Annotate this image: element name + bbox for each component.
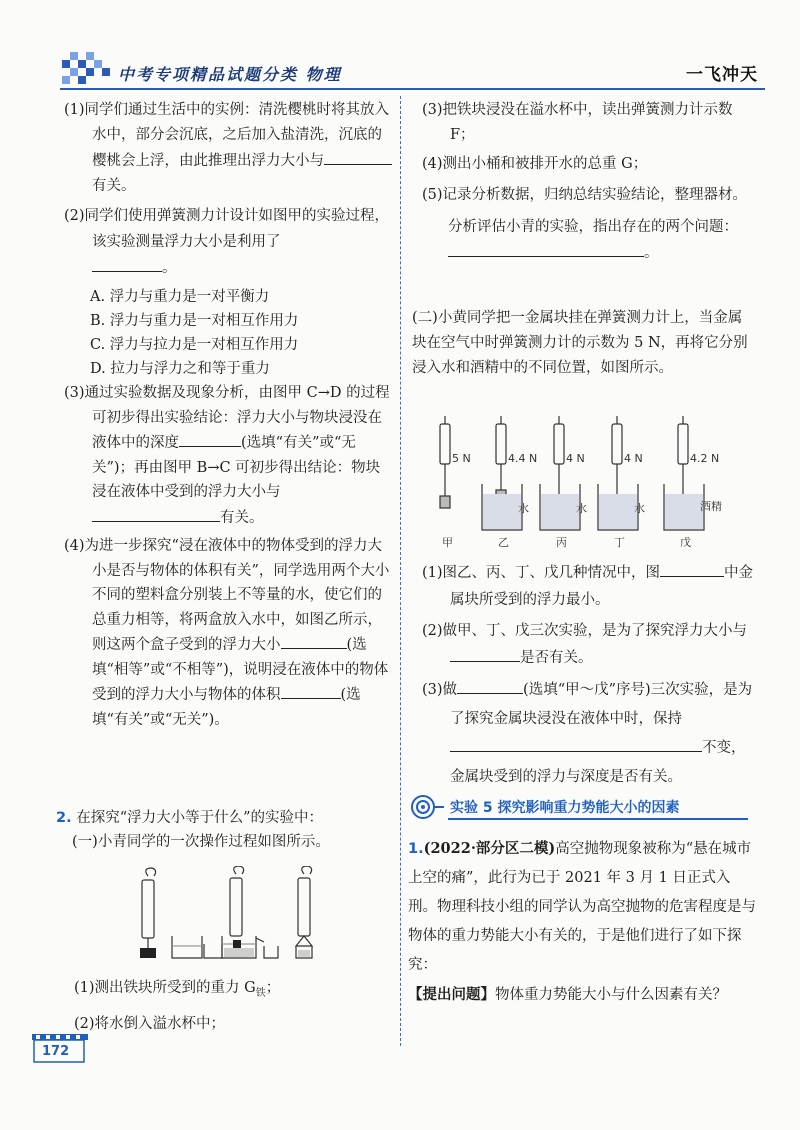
- section-underline: [448, 818, 748, 820]
- reading-label-2: 4 N: [566, 452, 585, 465]
- state-label-4: 戊: [680, 536, 691, 549]
- reading-label-4: 4.2 N: [690, 452, 720, 465]
- answer-blank[interactable]: [450, 645, 520, 662]
- answer-blank[interactable]: [324, 148, 392, 165]
- page-number: 172: [42, 1044, 70, 1059]
- procedure-figure: [120, 866, 350, 966]
- liquid-label-4: 酒精: [700, 500, 722, 513]
- step-2: (2)将水倒入溢水杯中；: [74, 1015, 226, 1032]
- buoyancy-figure: [432, 412, 742, 552]
- reading-label-0: 5 N: [452, 452, 471, 465]
- answer-blank[interactable]: [179, 430, 241, 447]
- header-title: 中考专项精品试题分类 物理: [118, 65, 342, 84]
- answer-blank[interactable]: [92, 255, 162, 272]
- answer-blank[interactable]: [660, 560, 724, 577]
- option-a: A. 浮力与重力是一对平衡力: [90, 289, 270, 305]
- step-5: (5)记录分析数据，归纳总结实验结论，整理器材。: [422, 187, 748, 203]
- step-4: (4)测出小桶和被排开水的总重 G；: [422, 156, 648, 172]
- part-two-intro: (二)小黄同学把一金属块挂在弹簧测力计上，当金属块在空气中时弹簧测力计的示数为 5 N，再将它分别浸入水和酒精中的不同位置，如图所示。: [412, 310, 748, 376]
- section-title: 实验 5 探究影响重力势能大小的因素: [450, 800, 680, 816]
- state-label-1: 乙: [498, 536, 509, 549]
- question-r1: (1)图乙、丙、丁、戊几种情况中，图 中金属块所受到的浮力最小。: [422, 560, 757, 614]
- reading-label-3: 4 N: [624, 452, 643, 465]
- left-column: [64, 98, 394, 732]
- spring-scale-1: [496, 424, 506, 464]
- question-3: (3)通过实验数据及现象分析，由图甲 C→D 的过程可初步得出实验结论：浮力大小与物块浸没在液体中的深度 (选填“有关”或“无关”)；再由图甲 B→C 可初步得出结论：物块浸在液体中受到的浮力大小与有关。: [64, 385, 390, 526]
- state-label-3: 丁: [614, 536, 625, 549]
- part-two-questions: [422, 560, 757, 792]
- page-header: [0, 0, 800, 100]
- liquid-label-2: 水: [576, 502, 587, 515]
- answer-blank[interactable]: [281, 632, 347, 649]
- spring-scale-2: [554, 424, 564, 464]
- spring-scale-0: [440, 424, 450, 464]
- right-column-top: [422, 98, 752, 266]
- checker-logo-icon: [62, 52, 122, 92]
- problem-number: 1.: [408, 841, 424, 857]
- state-label-2: 丙: [556, 536, 567, 549]
- question-tag: 【提出问题】: [408, 986, 495, 1003]
- question-r2: (2)做甲、丁、戊三次实验，是为了探究浮力大小与是否有关。: [422, 623, 748, 666]
- page-number-badge: [30, 1034, 90, 1066]
- column-divider: [400, 96, 401, 1046]
- part-one-intro: (一)小青同学的一次操作过程如图所示。: [72, 834, 330, 850]
- answer-blank[interactable]: [448, 240, 644, 257]
- question-1: (1)同学们通过生活中的实例：清洗樱桃时将其放入水中，部分会沉底，之后加入盐清洗，沉底的樱桃会上浮，由此推理出浮力大小与有关。: [64, 98, 394, 199]
- liquid-label-3: 水: [634, 502, 645, 515]
- question-2: (2)同学们使用弹簧测力计设计如图甲的实验过程，该实验测量浮力大小是利用了 。: [64, 208, 390, 276]
- answer-blank[interactable]: [281, 682, 341, 699]
- section-heading: [410, 794, 780, 820]
- brand-logo: 一飞冲天: [686, 65, 758, 85]
- answer-blank[interactable]: [92, 505, 220, 522]
- answer-blank[interactable]: [457, 677, 523, 694]
- reading-label-1: 4.4 N: [508, 452, 538, 465]
- problem-source: (2022·部分区二模): [423, 840, 556, 857]
- step-3: (3)把铁块浸没在溢水杯中，读出弹簧测力计示数 F；: [422, 102, 733, 143]
- answer-blank[interactable]: [450, 735, 702, 752]
- problem-number: 2.: [56, 810, 72, 826]
- option-d: D. 拉力与浮力之和等于重力: [90, 361, 270, 377]
- header-rule: [60, 88, 765, 90]
- metal-block-0: [440, 496, 450, 508]
- spring-scale-3: [612, 424, 622, 464]
- step-1: (1)测出铁块所受到的重力 $G_铁$；: [74, 980, 281, 999]
- option-c: C. 浮力与拉力是一对相互作用力: [90, 337, 299, 353]
- question-4: (4)为进一步探究“浸在液体中的物体受到的浮力大小是否与物体的体积有关”，同学选用两个大小不同的塑料盒分别装上不等量的水，使它们的总重力相等，将两盒放入水中，如图乙所示，则这两个盒子受到的浮力大小 (选填“相等”或“不相等”)，说明浸在液体中的物体受到的浮力大小与物体的体积 (选填“有关”或“无关”)。: [64, 538, 390, 728]
- problem-2: 2. 在探究“浮力大小等于什么”的实验中： (一)小青同学的一次操作过程如图所示。: [56, 806, 396, 854]
- analysis-prompt: 分析评估小青的实验，指出存在的两个问题：。: [448, 219, 738, 261]
- liquid-label-1: 水: [518, 502, 529, 515]
- target-icon: [410, 794, 444, 820]
- spring-scale-4: [678, 424, 688, 464]
- problem-new-1: 1.(2022·部分区二模)高空抛物现象被称为“悬在城市上空的痛”，此行为已于 2021 年 3 月 1 日正式入刑。物理科技小组的同学认为高空抛物的危害程度是与物体的重力势能大小有关的，于是他们进行了如下探究： 【提出问题】物体重力势能大小与什么因素有关？: [408, 840, 756, 1003]
- procedure-steps-left: [74, 976, 394, 1036]
- question-r3: (3)做 (选填“甲～戊”序号)三次实验，是为了探究金属块浸没在液体中时，保持不变，金属块受到的浮力与深度是否有关。: [422, 676, 757, 792]
- option-b: B. 浮力与重力是一对相互作用力: [90, 313, 299, 329]
- state-label-0: 甲: [442, 536, 453, 549]
